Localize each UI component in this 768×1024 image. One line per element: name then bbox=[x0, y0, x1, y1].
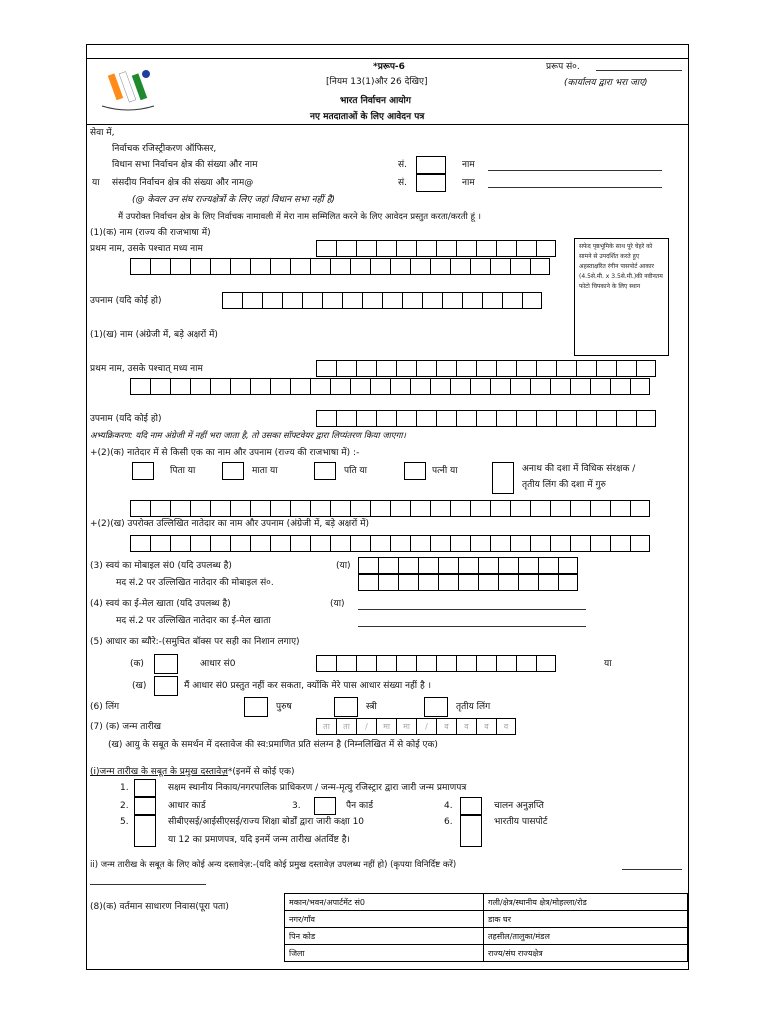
proof-item-2-no: 2. bbox=[120, 801, 129, 811]
table-row bbox=[285, 945, 688, 962]
surname-label-local: उपनाम (यदि कोई हो) bbox=[90, 296, 162, 306]
self-mobile-boxes[interactable] bbox=[358, 557, 578, 574]
proof-item-4-no: 4. bbox=[444, 801, 453, 811]
parliament-name-label: नाम bbox=[462, 178, 475, 188]
third-gender-label: तृतीय लिंग bbox=[456, 702, 491, 712]
table-row bbox=[285, 911, 688, 928]
ut-note: (@ केवल उन संघ राज्यक्षेत्रों के लिए जहां विधान सभा नहीं है) bbox=[132, 195, 335, 205]
form-subject: नए मतदाताओं के लिए आवेदन पत्र bbox=[310, 112, 425, 122]
section-8-title: (8)(क) वर्तमान साधारण निवास(पूरा पता) bbox=[90, 902, 229, 912]
section-7-title: (7) (क) जन्म तारीख bbox=[90, 722, 162, 732]
proof-item-2-checkbox[interactable] bbox=[134, 797, 156, 815]
proof-item-5-no: 5. bbox=[120, 817, 129, 827]
mother-checkbox[interactable] bbox=[222, 462, 244, 480]
email-or: (या) bbox=[330, 599, 345, 609]
father-checkbox[interactable] bbox=[132, 462, 154, 480]
top-divider bbox=[86, 58, 688, 59]
parliament-name-line[interactable] bbox=[488, 187, 662, 188]
house-no-cell[interactable]: मकान/भवन/अपार्टमेंट सं0 bbox=[285, 894, 484, 911]
wife-label: पत्नी या bbox=[432, 466, 458, 476]
form-number: *प्ररूप-6 bbox=[373, 62, 405, 72]
relative-email-label: मद सं.2 पर उल्लिखित नातेदार का ई-मेल खाता bbox=[116, 616, 271, 626]
proof-item-5-text-line2: या 12 का प्रमाणपत्र, यदि इनमें जन्म तारीख अंतर्विष्ट है। bbox=[168, 835, 350, 845]
aadhaar-none-text: मैं आधार सं0 प्रस्तुत नहीं कर सकता, क्योंकि मेरे पास आधार संख्या नहीं है । bbox=[184, 681, 432, 691]
rule-reference: [नियम 13(1)और 26 देखिए] bbox=[326, 77, 428, 87]
guardian-label: अनाथ की दशा में विधिक संरक्षक / bbox=[522, 464, 636, 474]
street-cell[interactable]: गली/क्षेत्र/स्थानीय क्षेत्र/मोहल्ला/रोड bbox=[484, 894, 688, 911]
assembly-label: विधान सभा निर्वाचन क्षेत्र की संख्या और नाम bbox=[112, 160, 258, 170]
post-office-cell[interactable]: डाक घर bbox=[484, 911, 688, 928]
residence-address-table bbox=[284, 893, 688, 962]
mobile-or: (या) bbox=[336, 561, 351, 571]
relative-mobile-boxes[interactable] bbox=[358, 574, 578, 591]
dob-month-1[interactable]: मा bbox=[376, 718, 396, 735]
relative-mobile-label: मद सं.2 पर उल्लिखित नातेदार की मोबाइल सं०. bbox=[116, 578, 274, 588]
proof-item-1-checkbox[interactable] bbox=[134, 779, 156, 797]
dob-month-2[interactable]: मा bbox=[396, 718, 416, 735]
relative-name-local-boxes[interactable] bbox=[130, 500, 650, 517]
assembly-no-box[interactable] bbox=[416, 156, 446, 174]
section-5-title: (5) आधार का ब्यौरे:-(समुचित बॉक्स पर सही का निशान लगाए) bbox=[90, 637, 300, 647]
assembly-no-label: सं. bbox=[398, 160, 407, 170]
proof-item-4-checkbox[interactable] bbox=[460, 797, 482, 815]
dob-day-1[interactable]: ता bbox=[316, 718, 336, 735]
surname-english-boxes[interactable] bbox=[316, 410, 656, 427]
other-proof-line-2[interactable] bbox=[90, 884, 206, 885]
dob-year-3[interactable]: व bbox=[476, 718, 496, 735]
first-name-english-row1[interactable] bbox=[316, 360, 656, 377]
section-3-title: (3) स्वयं का मोबाइल सं0 (यदि उपलब्ध है) bbox=[90, 561, 232, 571]
guardian-checkbox[interactable] bbox=[492, 462, 514, 494]
aadhaar-b-label: (ख) bbox=[132, 681, 147, 691]
pin-code-cell[interactable]: पिन कोड bbox=[285, 928, 484, 945]
dob-year-4[interactable]: व bbox=[496, 718, 516, 735]
dob-year-2[interactable]: व bbox=[456, 718, 476, 735]
proof-item-6-no: 6. bbox=[444, 817, 453, 827]
eci-logo-icon bbox=[98, 66, 158, 114]
aadhaar-number-boxes[interactable] bbox=[316, 655, 556, 672]
male-checkbox[interactable] bbox=[244, 697, 268, 717]
dob-day-2[interactable]: ता bbox=[336, 718, 356, 735]
salutation: सेवा में, bbox=[90, 128, 115, 138]
wife-checkbox[interactable] bbox=[404, 462, 426, 480]
male-label: पुरुष bbox=[276, 702, 292, 712]
parliament-label: संसदीय निर्वाचन क्षेत्र की संख्या और नाम@ bbox=[112, 178, 254, 188]
relative-name-english-boxes[interactable] bbox=[130, 535, 650, 552]
husband-label: पति या bbox=[344, 466, 367, 476]
other-proof-text: ii) जन्म तारीख के सबूत के लिए कोई अन्य दस्तावेज़:-(यदि कोई प्रमुख दस्तावेज़ उपलब्ध नहीं हो) (कृपया विनिर्दिष्ट करें) bbox=[90, 860, 457, 870]
proof-item-3-checkbox[interactable] bbox=[314, 797, 336, 815]
parliament-no-label: सं. bbox=[398, 178, 407, 188]
proof-item-2-text: आधार कार्ड bbox=[168, 801, 206, 811]
husband-checkbox[interactable] bbox=[314, 462, 336, 480]
proof-item-1-text: सक्षम स्थानीय निकाय/नगरपालिक प्राधिकरण / जन्म-मृत्यु रजिस्ट्रार द्वारा जारी जन्म प्रमाणपत्र bbox=[168, 783, 467, 793]
aadhaar-none-checkbox[interactable] bbox=[154, 676, 178, 696]
parliament-no-box[interactable] bbox=[416, 174, 446, 192]
self-email-line[interactable] bbox=[358, 609, 586, 610]
form-serial-line bbox=[596, 70, 682, 71]
dob-sep-1: / bbox=[356, 718, 376, 735]
tehsil-cell[interactable]: तहसील/तालुका/मंडल bbox=[484, 928, 688, 945]
female-checkbox[interactable] bbox=[334, 697, 358, 717]
proof-item-6-text: भारतीय पासपोर्ट bbox=[494, 817, 548, 827]
state-cell[interactable]: राज्य/संघ राज्यक्षेत्र bbox=[484, 945, 688, 962]
proof-item-3-no: 3. bbox=[292, 801, 301, 811]
aadhaar-or: या bbox=[604, 659, 612, 669]
relative-email-line[interactable] bbox=[358, 626, 586, 627]
table-row bbox=[285, 894, 688, 911]
section-2b-title: +(2)(ख) उपरोक्त उल्लिखित नातेदार का नाम और उपनाम (अंग्रेजी में, बड़े अक्षरों में) bbox=[90, 519, 370, 529]
proof-item-6-checkbox[interactable] bbox=[460, 815, 482, 847]
assembly-name-label: नाम bbox=[462, 160, 475, 170]
proof-item-3-text: पैन कार्ड bbox=[346, 801, 374, 811]
first-name-english-row2[interactable] bbox=[130, 378, 650, 395]
female-label: स्त्री bbox=[366, 702, 377, 712]
third-gender-checkbox[interactable] bbox=[424, 697, 448, 717]
photo-placeholder[interactable]: सफेद पृष्ठभूमिके साथ पूरे चेहरे को सामने से उपदर्शित करते हुए अहस्ताक्षरित रंगीन पासपोर्ट आकार (4.5से.मी. x 3.5से.मी.)की नवीनतम फोटो चिपकाने के लिए स्थान bbox=[574, 238, 669, 356]
proof-heading-rest: *(इनमें से कोई एक) bbox=[227, 767, 295, 777]
proof-heading-main: (i)जन्म तारीख के सबूत के प्रमुख दस्तावेज़ bbox=[90, 767, 228, 777]
other-proof-line-1[interactable] bbox=[622, 869, 682, 870]
dob-year-1[interactable]: व bbox=[436, 718, 456, 735]
section-6-title: (6) लिंग bbox=[90, 702, 120, 712]
aadhaar-yes-checkbox[interactable] bbox=[154, 654, 178, 674]
proof-item-1-no: 1. bbox=[120, 783, 129, 793]
or-label: या bbox=[92, 178, 100, 188]
first-name-label-local: प्रथम नाम, उसके पश्चात मध्य नाम bbox=[90, 244, 203, 254]
assembly-name-line[interactable] bbox=[488, 170, 662, 171]
guru-label: तृतीय लिंग की दशा में गुरु bbox=[522, 480, 606, 490]
form-serial-label: प्ररूप सं०. bbox=[546, 62, 580, 72]
surname-label-english: उपनाम (यदि कोई हो) bbox=[90, 414, 162, 424]
header-divider bbox=[86, 124, 688, 125]
district-cell[interactable]: जिला bbox=[285, 945, 484, 962]
section-1b-title: (1)(ख) नाम (अंग्रेजी में, बड़े अक्षरों में) bbox=[90, 330, 218, 340]
mother-label: माता या bbox=[252, 466, 278, 476]
proof-heading bbox=[90, 767, 294, 778]
section-1a-title: (1)(क) नाम (राज्य की राजभाषा में) bbox=[90, 228, 211, 238]
request-text: मैं उपरोक्त निर्वाचन क्षेत्र के लिए निर्वाचक नामावली में मेरा नाम सम्मिलित करने के लिए आवेदन प्रस्तुत करता/करती हूं । bbox=[118, 212, 481, 222]
age-proof-text: (ख) आयु के सबूत के समर्थन में दस्तावेज की स्व:प्रमाणित प्रति संलग्न है (निम्नलिखित में से कोई एक) bbox=[108, 740, 438, 750]
aadhaar-a-label: (क) bbox=[130, 659, 144, 669]
first-name-local-row2[interactable] bbox=[130, 258, 550, 275]
proof-item-5-checkbox[interactable] bbox=[134, 815, 156, 847]
aadhaar-no-label: आधार सं0 bbox=[200, 659, 236, 669]
table-row bbox=[285, 928, 688, 945]
section-2a-title: +(2)(क) नातेदार में से किसी एक का नाम और उपनाम (राज्य की राजभाषा में) :- bbox=[90, 448, 360, 458]
transliteration-note: अभ्यक्रिकरण: यदि नाम अंग्रेजी में नहीं भरा जाता है, तो उसका सॉफ्टवेयर द्वारा लिप्यंतरण किया जाएगा। bbox=[90, 431, 406, 441]
first-name-label-english: प्रथम नाम, उसके पश्चात् मध्य नाम bbox=[90, 364, 203, 374]
section-4-title: (4) स्वयं का ई-मेल खाता (यदि उपलब्ध है) bbox=[90, 599, 231, 609]
proof-item-4-text: चालन अनुज्ञप्ति bbox=[494, 801, 544, 811]
office-note: (कार्यालय द्वारा भरा जाए) bbox=[564, 78, 648, 88]
dob-sep-2: / bbox=[416, 718, 436, 735]
first-name-local-row1[interactable] bbox=[316, 240, 556, 257]
officer-line: निर्वाचक रजिस्ट्रीकरण ऑफिसर, bbox=[112, 144, 217, 154]
town-cell[interactable]: नगर/गाँव bbox=[285, 911, 484, 928]
surname-local-boxes[interactable] bbox=[222, 292, 542, 309]
proof-item-5-text: सीबीएसई/आईसीएसई/राज्य शिक्षा बोर्डों द्वारा जारी कक्षा 10 bbox=[168, 817, 365, 827]
commission-name: भारत निर्वाचन आयोग bbox=[340, 96, 411, 106]
father-label: पिता या bbox=[170, 466, 196, 476]
dob-boxes[interactable] bbox=[316, 718, 516, 735]
